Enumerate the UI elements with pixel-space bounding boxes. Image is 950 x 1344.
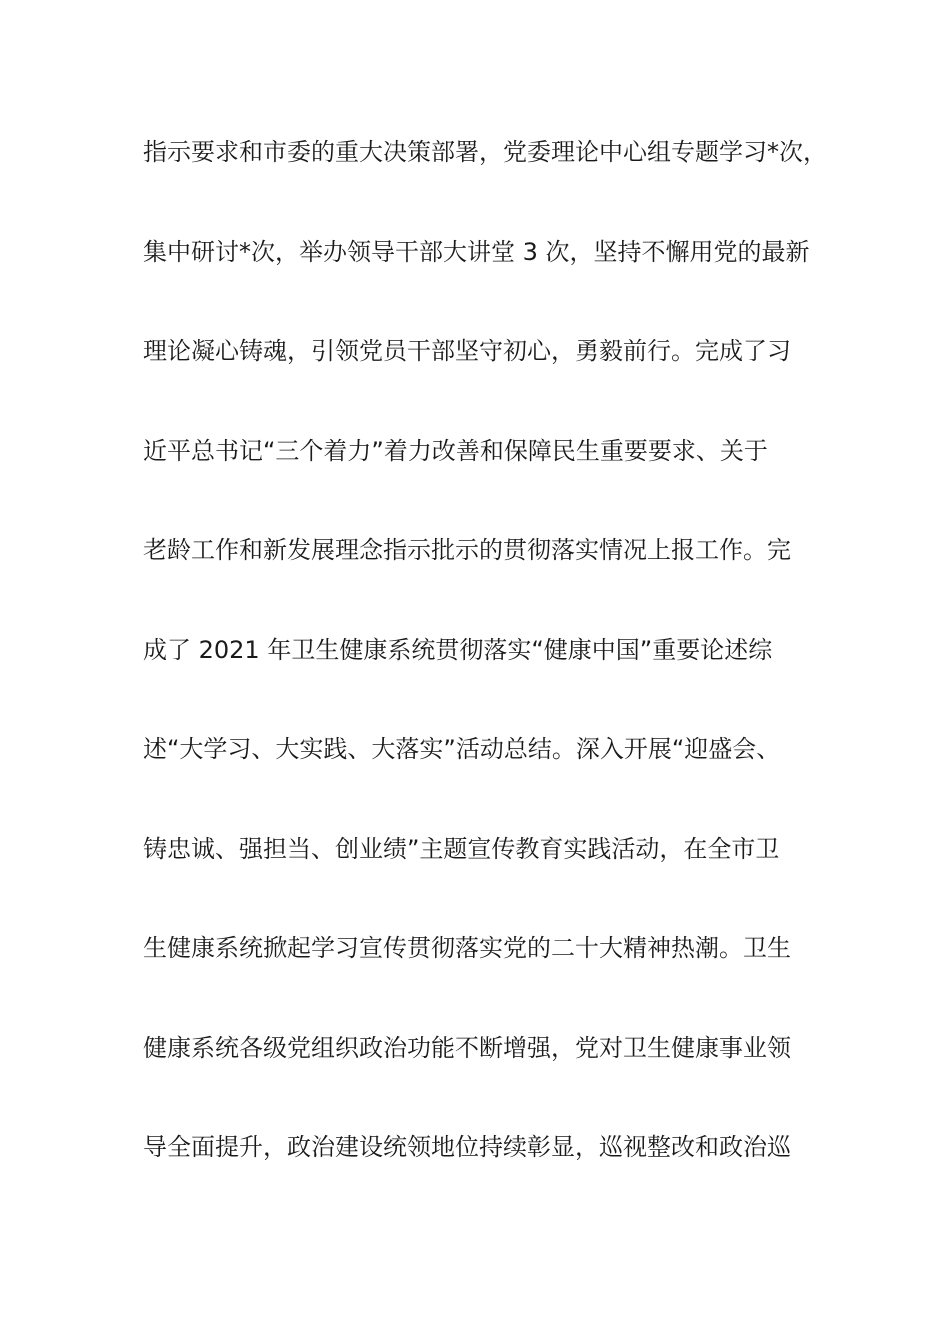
text-line-4: 近平总书记“三个着力”着力改善和保障民生重要要求、关于 (143, 436, 768, 465)
text-line-2: 集中研讨*次，举办领导干部大讲堂 3 次，坚持不懈用党的最新 (143, 237, 810, 266)
body-text (143, 126, 827, 1221)
text-line-7: 述“大学习、大实践、大落实”活动总结。深入开展“迎盛会、 (143, 735, 781, 763)
text-line-8: 铸忠诚、强担当、创业绩”主题宣传教育实践活动，在全市卫 (143, 834, 780, 863)
text-line-11: 导全面提升，政治建设统领地位持续彰显，巡视整改和政治巡 (143, 1133, 791, 1161)
text-line-3: 理论凝心铸魂，引领党员干部坚守初心，勇毅前行。完成了习 (143, 337, 791, 365)
text-line-1: 指示要求和市委的重大决策部署，党委理论中心组专题学习*次， (143, 138, 827, 166)
text-line-5: 老龄工作和新发展理念指示批示的贯彻落实情况上报工作。完 (143, 536, 791, 564)
text-line-9: 生健康系统掀起学习宣传贯彻落实党的二十大精神热潮。卫生 (143, 934, 791, 962)
text-line-6: 成了 2021 年卫生健康系统贯彻落实“健康中国”重要论述综 (143, 635, 773, 664)
text-line-10: 健康系统各级党组织政治功能不断增强，党对卫生健康事业领 (143, 1033, 791, 1062)
